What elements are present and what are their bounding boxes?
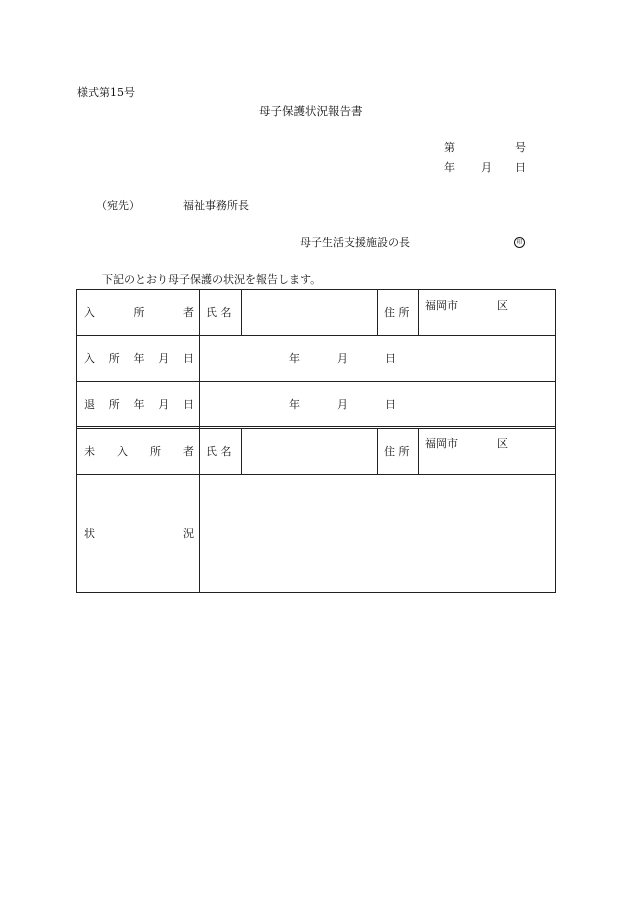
discharge-day-label: 日 bbox=[385, 398, 396, 411]
page-title: 母子保護状況報告書 bbox=[259, 104, 363, 118]
doc-number-dai: 第 bbox=[444, 141, 455, 154]
non-entrant-label bbox=[84, 446, 194, 457]
row-divider-double bbox=[76, 426, 556, 427]
status-field[interactable] bbox=[204, 479, 550, 587]
label-char: 況 bbox=[183, 527, 194, 540]
non-entrant-name-field[interactable] bbox=[246, 446, 372, 460]
label-char: 入 bbox=[117, 445, 128, 458]
label-char: 入 bbox=[84, 306, 95, 319]
label-char: 退 bbox=[84, 398, 95, 411]
admission-day-label: 日 bbox=[385, 352, 396, 365]
address-label-left-divider bbox=[377, 428, 378, 474]
recipient-name: 福祉事務所長 bbox=[183, 199, 249, 212]
entrant-address-ward: 区 bbox=[497, 299, 508, 312]
non-entrant-address-city: 福岡市 bbox=[425, 437, 458, 450]
row-divider-double bbox=[76, 428, 556, 429]
non-entrant-address-label: 住 所 bbox=[384, 445, 410, 458]
admission-year-label: 年 bbox=[289, 352, 300, 365]
doc-number-go: 号 bbox=[515, 141, 526, 154]
entrant-address-label: 住 所 bbox=[384, 306, 410, 319]
row-divider bbox=[76, 474, 556, 475]
row-divider bbox=[76, 381, 556, 382]
address-label-left-divider bbox=[377, 289, 378, 335]
label-char: 日 bbox=[183, 352, 194, 365]
label-column-divider bbox=[199, 289, 200, 593]
report-form-table bbox=[76, 289, 556, 593]
discharge-month-label: 月 bbox=[337, 398, 348, 411]
entrant-address-city: 福岡市 bbox=[425, 299, 458, 312]
name-label-divider bbox=[241, 289, 242, 335]
label-char: 未 bbox=[84, 445, 95, 458]
label-char: 年 bbox=[133, 398, 145, 411]
intro-text: 下記のとおり母子保護の状況を報告します。 bbox=[102, 273, 322, 286]
address-label-right-divider bbox=[418, 289, 419, 335]
form-number: 様式第15号 bbox=[77, 86, 135, 99]
admission-month-label: 月 bbox=[337, 352, 348, 365]
name-label-divider bbox=[241, 428, 242, 474]
label-char: 者 bbox=[183, 445, 194, 458]
non-entrant-name-label: 氏 名 bbox=[206, 445, 232, 458]
label-char: 所 bbox=[108, 398, 120, 411]
label-char: 日 bbox=[183, 398, 194, 411]
admission-date-label bbox=[84, 353, 194, 364]
date-day-label: 日 bbox=[515, 161, 526, 174]
entrant-name-field[interactable] bbox=[246, 307, 372, 321]
label-char: 入 bbox=[84, 352, 95, 365]
label-char: 月 bbox=[158, 398, 170, 411]
entrant-name-label: 氏 名 bbox=[206, 306, 232, 319]
address-label-right-divider bbox=[418, 428, 419, 474]
discharge-date-label bbox=[84, 399, 194, 410]
seal-mark bbox=[514, 237, 525, 250]
label-char: 者 bbox=[183, 306, 194, 319]
row-divider bbox=[76, 335, 556, 336]
label-char: 年 bbox=[133, 352, 145, 365]
status-label bbox=[84, 528, 194, 539]
label-char: 所 bbox=[133, 306, 145, 319]
label-char: 状 bbox=[84, 527, 95, 540]
sender-title: 母子生活支援施設の長 bbox=[300, 236, 410, 249]
label-char: 月 bbox=[158, 352, 170, 365]
label-char: 所 bbox=[150, 445, 161, 458]
recipient-prefix: （宛先） bbox=[96, 199, 140, 212]
seal-icon: 印 bbox=[514, 237, 525, 248]
discharge-year-label: 年 bbox=[289, 398, 300, 411]
non-entrant-address-ward: 区 bbox=[497, 437, 508, 450]
date-year-label: 年 bbox=[444, 161, 455, 174]
entrant-label bbox=[84, 307, 194, 318]
date-month-label: 月 bbox=[481, 161, 492, 174]
label-char: 所 bbox=[108, 352, 120, 365]
